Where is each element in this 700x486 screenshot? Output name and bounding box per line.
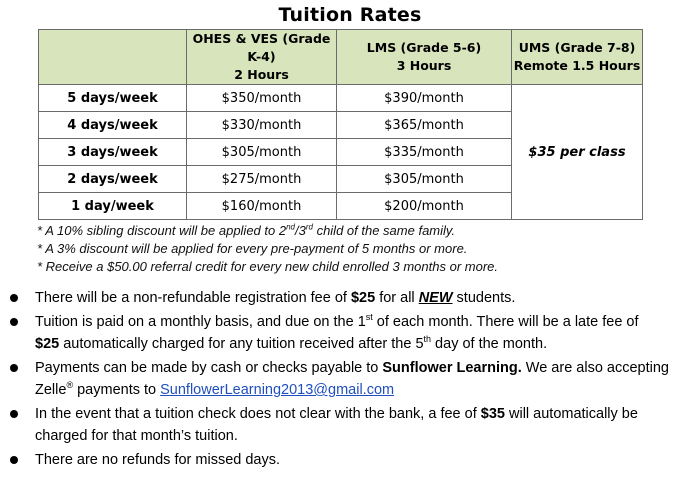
header-blank — [39, 30, 187, 85]
ohes-ves-rate: $330/month — [187, 112, 337, 139]
row-label: 2 days/week — [39, 166, 187, 193]
page-title: Tuition Rates — [278, 4, 422, 26]
list-item: There are no refunds for missed days. — [0, 449, 700, 471]
note-sibling-discount: * A 10% sibling discount will be applied to 2nd/3rd child of the same family. — [37, 222, 456, 238]
email-link[interactable]: SunflowerLearning2013@gmail.com — [160, 382, 395, 398]
note-prepayment-discount: * A 3% discount will be applied for every pre-payment of 5 months or more. — [37, 241, 468, 256]
row-label: 4 days/week — [39, 112, 187, 139]
ohes-ves-rate: $275/month — [187, 166, 337, 193]
list-item: Payments can be made by cash or checks payable to Sunflower Learning. We are also accepting Zelle® payments to SunflowerLearning2013@gmail.com — [0, 357, 700, 401]
ohes-ves-rate: $160/month — [187, 193, 337, 220]
bullet-icon — [10, 456, 18, 464]
list-item: Tuition is paid on a monthly basis, and due on the 1st of each month. There will be a late fee of $25 automatically charged for any tuition received after the 5th day of the month. — [0, 311, 700, 355]
lms-rate: $335/month — [337, 139, 512, 166]
header-row — [39, 30, 643, 85]
ohes-ves-rate: $305/month — [187, 139, 337, 166]
bullet-icon — [10, 318, 18, 326]
lms-rate: $365/month — [337, 112, 512, 139]
lms-rate: $200/month — [337, 193, 512, 220]
bullet-icon — [10, 410, 18, 418]
ums-rate: $35 per class — [512, 85, 643, 220]
header-ohes-ves: OHES & VES (Grade K-4) 2 Hours — [187, 30, 337, 85]
row-label: 1 day/week — [39, 193, 187, 220]
policy-list — [0, 287, 700, 473]
discount-notes — [37, 222, 498, 276]
row-label: 5 days/week — [39, 85, 187, 112]
header-ums: UMS (Grade 7-8) Remote 1.5 Hours — [512, 30, 643, 85]
lms-rate: $390/month — [337, 85, 512, 112]
note-referral-credit: * Receive a $50.00 referral credit for every new child enrolled 3 months or more. — [37, 259, 498, 274]
header-lms: LMS (Grade 5-6) 3 Hours — [337, 30, 512, 85]
bullet-icon — [10, 364, 18, 372]
tuition-rates-table — [38, 29, 643, 220]
ohes-ves-rate: $350/month — [187, 85, 337, 112]
list-item: In the event that a tuition check does not clear with the bank, a fee of $35 will automatically be charged for that month’s tuition. — [0, 403, 700, 447]
table-row — [39, 85, 643, 112]
lms-rate: $305/month — [337, 166, 512, 193]
bullet-icon — [10, 294, 18, 302]
list-item: There will be a non-refundable registration fee of $25 for all NEW students. — [0, 287, 700, 309]
row-label: 3 days/week — [39, 139, 187, 166]
